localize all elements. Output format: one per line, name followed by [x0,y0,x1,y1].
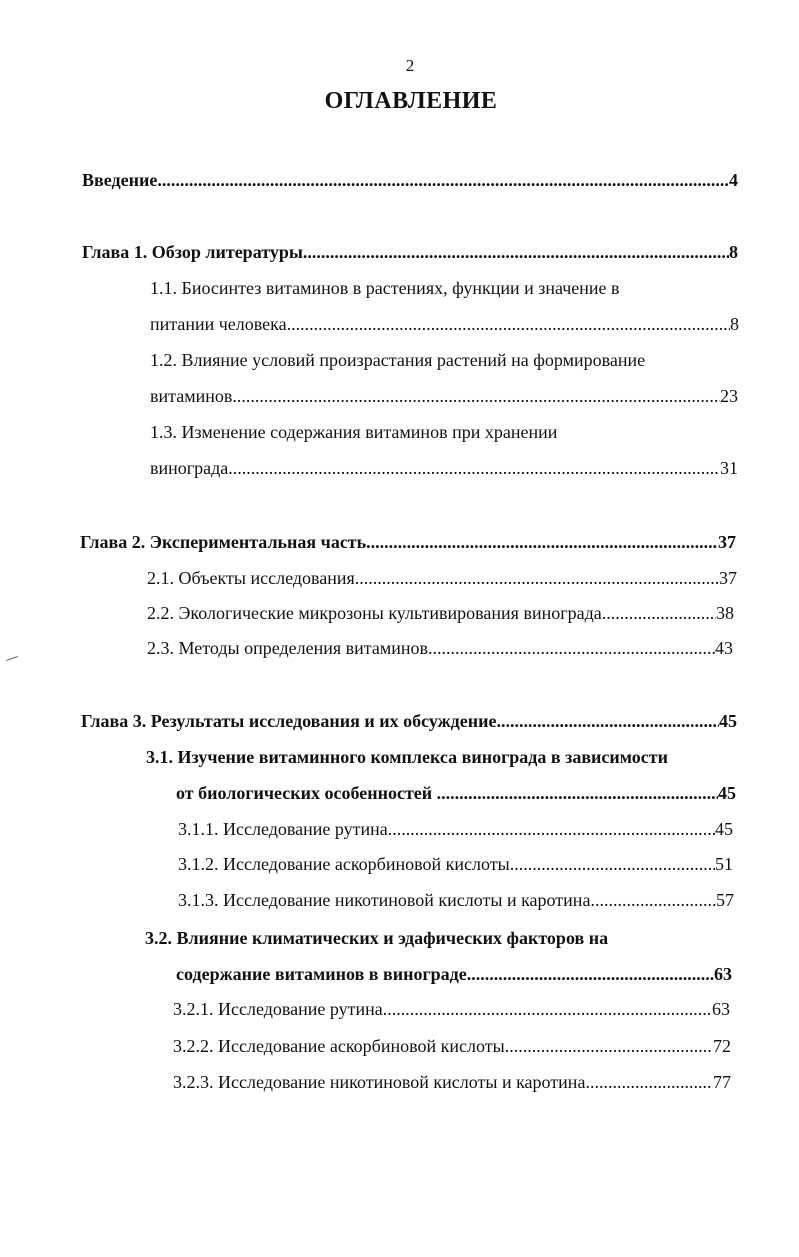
toc-page-number: 77 [713,1072,731,1092]
dot-leader [510,852,715,876]
toc-page-number: 43 [715,638,733,658]
toc-entry-3-1-1 [178,817,733,841]
toc-entry-label: питании человека [150,314,287,334]
toc-page-number: 31 [720,458,738,478]
toc-page-number: 63 [714,964,732,984]
dot-leader [232,384,720,408]
dot-leader [303,240,729,264]
dot-leader [602,601,716,625]
dot-leader [505,1034,713,1058]
toc-entry-chapter-2 [80,530,736,554]
toc-page-number: 37 [718,532,736,552]
dot-leader [355,566,719,590]
toc-entry-label: Введение [82,170,158,190]
page-number: 2 [405,56,415,75]
toc-entry-3-2-line1: 3.2. Влияние климатических и эдафических факторов на [145,928,609,948]
toc-entry-3-1-2 [178,852,733,876]
dot-leader [590,888,716,912]
toc-entry-label: витаминов [150,386,233,406]
toc-page-number: 63 [712,999,730,1019]
toc-entry-1-3 [150,456,738,480]
toc-page-number: 8 [729,242,738,262]
toc-entry-3-2-2 [173,1034,731,1058]
toc-entry-1-1 [150,312,739,336]
toc-entry-label: 3.1.3. Исследование никотиновой кислоты и каротина [178,890,591,910]
dot-leader [287,312,730,336]
toc-page-number: 45 [719,711,737,731]
toc-entry-label: 3.2.1. Исследование рутина [173,999,383,1019]
dot-leader [497,709,719,733]
toc-entry-label: 3.1.1. Исследование рутина [178,819,388,839]
toc-entry-label: Глава 1. Обзор литературы [82,242,303,262]
toc-entry-1-2 [150,384,738,408]
dot-leader [157,168,729,192]
toc-page-number: 51 [715,854,733,874]
toc-entry-3-1-line1: 3.1. Изучение витаминного комплекса винограда в зависимости [146,747,669,767]
toc-page-number: 57 [716,890,734,910]
dot-leader [388,817,715,841]
toc-entry-3-1 [176,781,736,805]
toc-entry-1-1-line1: 1.1. Биосинтез витаминов в растениях, функции и значение в [150,278,620,298]
toc-entry-chapter-1 [82,240,738,264]
dot-leader [585,1070,713,1094]
toc-entry-label: содержание витаминов в винограде [176,964,467,984]
toc-entry-2-2 [147,601,734,625]
toc-entry-3-2-3 [173,1070,731,1094]
toc-entry-label: 3.2.3. Исследование никотиновой кислоты и каротина [173,1072,586,1092]
toc-entry-2-1 [147,566,737,590]
toc-page-number: 37 [719,568,737,588]
toc-page-number: 23 [720,386,738,406]
page-title: ОГЛАВЛЕНИЕ [324,88,498,114]
toc-page-number: 45 [715,819,733,839]
toc-entry-label: Глава 2. Экспериментальная часть [80,532,367,552]
toc-page-number: 45 [718,783,736,803]
dot-leader [228,456,720,480]
toc-entry-1-2-line1: 1.2. Влияние условий произрастания растений на формирование [150,350,646,370]
toc-entry-3-2-1 [173,997,730,1021]
toc-page-number: 8 [730,314,739,334]
toc-entry-label: 3.1.2. Исследование аскорбиновой кислоты [178,854,510,874]
toc-entry-3-2 [176,962,732,986]
dot-leader [366,530,718,554]
dot-leader [428,636,715,660]
toc-entry-label: от биологических особенностей [176,783,437,803]
toc-page-number: 4 [729,170,738,190]
dot-leader [437,781,718,805]
toc-entry-label: Глава 3. Результаты исследования и их обсуждение [81,711,497,731]
toc-entry-2-3 [147,636,733,660]
toc-entry-label: винограда [150,458,229,478]
toc-entry-label: 2.1. Объекты исследования [147,568,355,588]
dot-leader [467,962,714,986]
toc-entry-chapter-3 [81,709,737,733]
toc-page-number: 72 [713,1036,731,1056]
scan-mark [6,656,18,661]
toc-entry-1-3-line1: 1.3. Изменение содержания витаминов при хранении [150,422,558,442]
toc-page-number: 38 [716,603,734,623]
toc-entry-label: 2.3. Методы определения витаминов [147,638,429,658]
toc-entry-3-1-3 [178,888,734,912]
dot-leader [383,997,712,1021]
toc-entry-label: 3.2.2. Исследование аскорбиновой кислоты [173,1036,505,1056]
toc-entry-intro [82,168,738,192]
toc-entry-label: 2.2. Экологические микрозоны культивирования винограда [147,603,602,623]
